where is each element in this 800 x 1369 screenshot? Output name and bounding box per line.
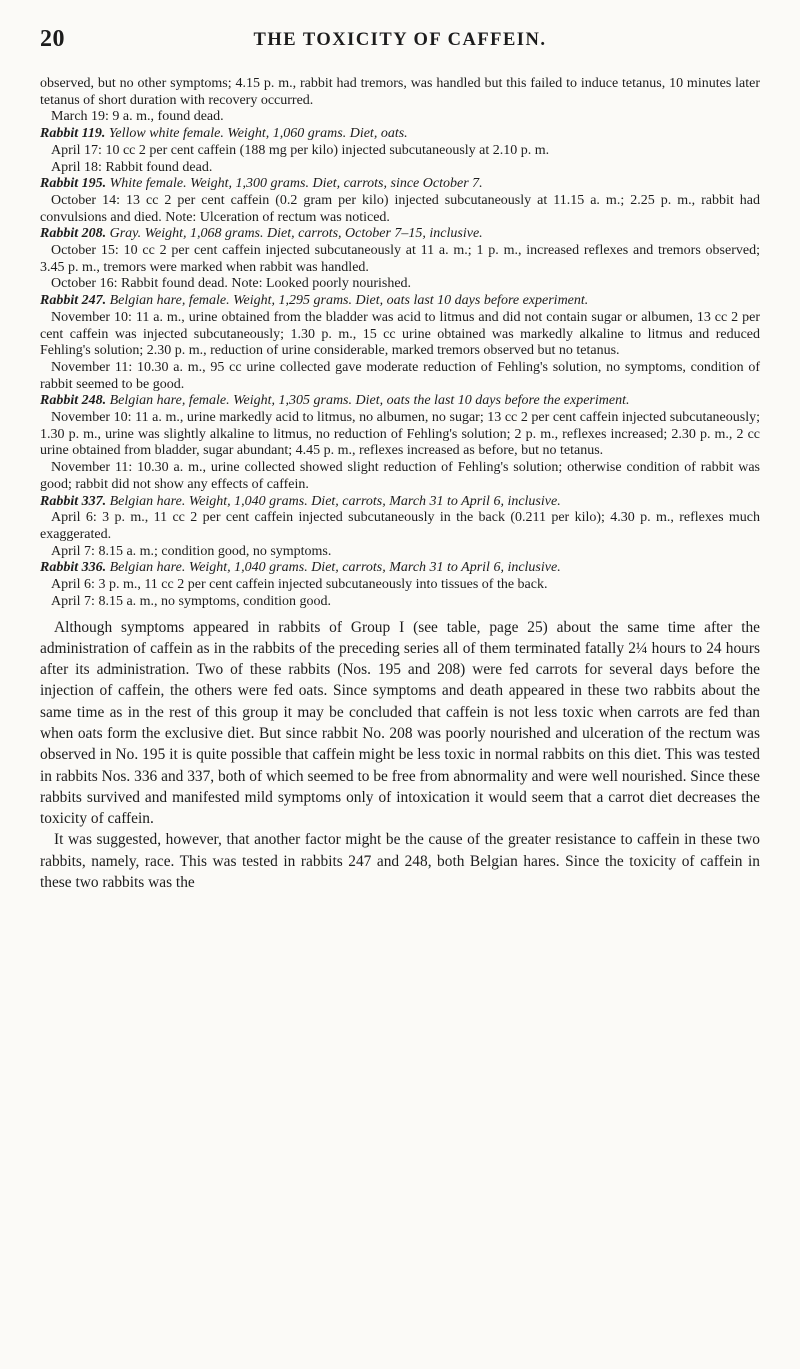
rabbit-description: Belgian hare, female. Weight, 1,295 grams. Diet, oats last 10 days before experiment.	[109, 293, 589, 309]
rabbit-number: Rabbit 208.	[40, 226, 107, 242]
dated-entry: April 6: 3 p. m., 11 cc 2 per cent caffein injected subcutaneously into tissues of the back.	[51, 577, 548, 593]
continued-text: observed, but no other symptoms; 4.15 p. m., rabbit had tremors, was handled but this failed to induce tetanus, 10 minutes later tetanus of short duration with recovery occurred.	[40, 76, 760, 108]
dated-entry: November 11: 10.30 a. m., 95 cc urine collected gave moderate reduction of Fehling's solution, no symptoms, condition of rabbit seemed to be good.	[40, 359, 760, 392]
running-head: THE TOXICITY OF CAFFEIN.	[253, 30, 547, 50]
dated-entry: April 17: 10 cc 2 per cent caffein (188 mg per kilo) injected subcutaneously at 2.10 p. m.	[51, 142, 550, 158]
rabbit-heading	[40, 126, 760, 143]
rabbit-number: Rabbit 336.	[40, 560, 107, 576]
rabbit-description: Yellow white female. Weight, 1,060 grams. Diet, oats.	[108, 126, 408, 142]
rabbit-heading	[40, 226, 760, 243]
dated-entry: October 15: 10 cc 2 per cent caffein injected subcutaneously at 11 a. m.; 1 p. m., increased reflexes and tremors observed; 3.45 p. m., tremors were marked when rabbit was handled.	[40, 243, 760, 275]
page-number: 20	[40, 26, 65, 52]
discussion-paragraph: Although symptoms appeared in rabbits of Group I (see table, page 25) about the same time after the administration of caffein as in the rabbits of the preceding series all of them terminated fatally 2¼ hours to 24 hours after its administration. Two of these rabbits (Nos. 195 and 208) were fed carrots for several days before the injection of caffein, the others were fed oats. Since symptoms and death appeared in these two rabbits about the same time as in the rest of this group it may be concluded that caffein is not less toxic when carrots are fed than when oats form the exclusive diet. But since rabbit No. 208 was poorly nourished and ulceration of the rectum was observed in No. 195 it is quite possible that caffein might be less toxic in normal rabbits on this diet. This was tested in rabbits Nos. 336 and 337, both of which seemed to be free from abnormality and were well nourished. Since these rabbits survived and manifested mild symptoms only of intoxication it would seem that a carrot diet decreases the toxicity of caffein.	[40, 618, 760, 828]
rabbit-description: Belgian hare. Weight, 1,040 grams. Diet, carrots, March 31 to April 6, inclusive.	[109, 493, 561, 509]
dated-entry: November 10: 11 a. m., urine markedly acid to litmus, no albumen, no sugar; 13 cc 2 per cent caffein injected subcutaneously; 1.30 p. m., urine was slightly alkaline to litmus, no reduction of Fehling's solution; 2 p. m., reflexes increased; 2.30 p. m., 2 cc urine obtained from bladder, sugar abundant; 4.45 p. m., reflexes increased as before, but no tetanus.	[40, 410, 760, 459]
rabbit-number: Rabbit 337.	[40, 493, 107, 509]
dated-entry: April 18: Rabbit found dead.	[51, 159, 213, 175]
dated-entry: November 11: 10.30 a. m., urine collected showed slight reduction of Fehling's solution; otherwise condition of rabbit was good; rabbit did not show any effects of caffein.	[40, 460, 760, 492]
rabbit-number: Rabbit 119.	[40, 126, 106, 142]
rabbit-description: White female. Weight, 1,300 grams. Diet, carrots, since October 7.	[109, 176, 483, 192]
rabbit-heading	[40, 293, 760, 310]
dated-entry: March 19: 9 a. m., found dead.	[51, 109, 224, 125]
rabbit-heading	[40, 176, 760, 193]
rabbit-heading	[40, 393, 760, 410]
discussion-text	[40, 617, 760, 894]
dated-entry: April 7: 8.15 a. m.; condition good, no symptoms.	[51, 543, 332, 559]
dated-entry: April 7: 8.15 a. m., no symptoms, condition good.	[51, 593, 331, 609]
rabbit-description: Belgian hare, female. Weight, 1,305 grams. Diet, oats the last 10 days before the experiment.	[109, 393, 630, 409]
discussion-paragraph: It was suggested, however, that another factor might be the cause of the greater resistance to caffein in these two rabbits, namely, race. This was tested in rabbits 247 and 248, both Belgian hares. Since the toxicity of caffein in these two rabbits was the	[40, 831, 760, 892]
dated-entry: October 14: 13 cc 2 per cent caffein (0.2 gram per kilo) injected subcutaneously at 11.15 a. m.; 2.25 p. m., rabbit had convulsions and died. Note: Ulceration of rectum was noticed.	[40, 192, 760, 225]
rabbit-heading	[40, 494, 760, 511]
rabbit-heading	[40, 560, 760, 577]
rabbit-number: Rabbit 247.	[40, 293, 107, 309]
rabbit-number: Rabbit 195.	[40, 176, 107, 192]
rabbit-number: Rabbit 248.	[40, 393, 107, 409]
dated-entry: April 6: 3 p. m., 11 cc 2 per cent caffein injected subcutaneously in the back (0.211 per kilo); 4.30 p. m., reflexes much exaggerated.	[40, 510, 760, 542]
page-header	[40, 26, 760, 54]
dated-entry: November 10: 11 a. m., urine obtained from the bladder was acid to litmus and did not contain sugar or albumen, 13 cc 2 per cent caffein was injected subcutaneously; 1.30 p. m., 15 cc urine obtained was markedly alkaline to litmus and reduced Fehling's solution; 2.30 p. m., reduction of urine considerable, marked tremors observed but no tetanus.	[40, 309, 760, 359]
experiment-notes	[40, 76, 760, 611]
dated-entry: October 16: Rabbit found dead. Note: Looked poorly nourished.	[51, 276, 412, 292]
rabbit-description: Belgian hare. Weight, 1,040 grams. Diet, carrots, March 31 to April 6, inclusive.	[109, 560, 561, 576]
rabbit-description: Gray. Weight, 1,068 grams. Diet, carrots, October 7–15, inclusive.	[109, 226, 483, 242]
